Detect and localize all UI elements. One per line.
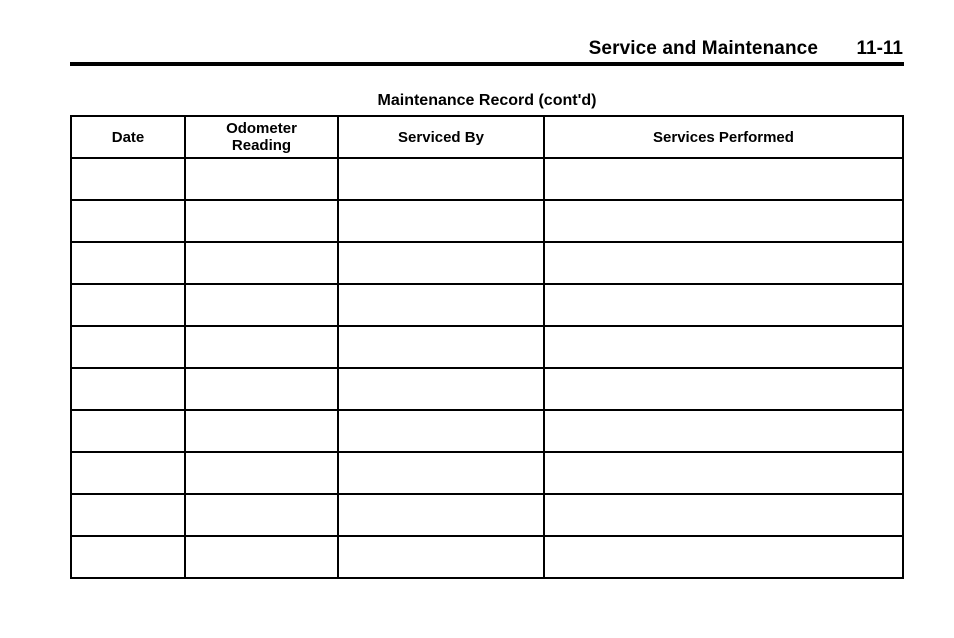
cell-serviced-by [338, 494, 544, 536]
cell-services-performed [544, 452, 903, 494]
cell-date [71, 494, 185, 536]
table-row [71, 368, 903, 410]
table-row [71, 536, 903, 578]
column-header-services-performed-label: Services Performed [653, 128, 794, 146]
cell-date [71, 200, 185, 242]
cell-services-performed [544, 242, 903, 284]
cell-serviced-by [338, 242, 544, 284]
table-row [71, 326, 903, 368]
table-caption: Maintenance Record (cont'd) [377, 92, 597, 109]
cell-serviced-by [338, 536, 544, 578]
cell-serviced-by [338, 410, 544, 452]
page-number: 11-11 [856, 38, 903, 59]
cell-odometer-reading [185, 200, 338, 242]
table-row [71, 494, 903, 536]
cell-serviced-by [338, 326, 544, 368]
cell-serviced-by [338, 158, 544, 200]
cell-services-performed [544, 284, 903, 326]
cell-odometer-reading [185, 536, 338, 578]
column-header-odometer-reading [185, 116, 338, 158]
cell-serviced-by [338, 284, 544, 326]
cell-services-performed [544, 326, 903, 368]
table-row [71, 200, 903, 242]
table-row [71, 284, 903, 326]
table-row [71, 410, 903, 452]
column-header-serviced-by-label: Serviced By [398, 128, 484, 146]
cell-services-performed [544, 494, 903, 536]
cell-odometer-reading [185, 284, 338, 326]
cell-odometer-reading [185, 410, 338, 452]
cell-odometer-reading [185, 452, 338, 494]
column-header-serviced-by [338, 116, 544, 158]
cell-services-performed [544, 410, 903, 452]
maintenance-record-table [70, 115, 904, 579]
table-row [71, 452, 903, 494]
column-header-services-performed [544, 116, 903, 158]
cell-date [71, 368, 185, 410]
cell-serviced-by [338, 200, 544, 242]
table-header-row [71, 116, 903, 158]
cell-services-performed [544, 536, 903, 578]
cell-services-performed [544, 158, 903, 200]
cell-date [71, 242, 185, 284]
cell-date [71, 158, 185, 200]
table-body [71, 158, 903, 578]
cell-odometer-reading [185, 326, 338, 368]
cell-date [71, 326, 185, 368]
cell-services-performed [544, 368, 903, 410]
header-rule [70, 62, 904, 66]
table-row [71, 158, 903, 200]
cell-services-performed [544, 200, 903, 242]
section-title: Service and Maintenance [588, 38, 818, 59]
cell-odometer-reading [185, 158, 338, 200]
cell-date [71, 536, 185, 578]
table-row [71, 242, 903, 284]
cell-odometer-reading [185, 368, 338, 410]
cell-odometer-reading [185, 242, 338, 284]
cell-date [71, 410, 185, 452]
column-header-odometer-label-line1: Odometer [226, 120, 297, 137]
cell-date [71, 284, 185, 326]
page-header [70, 38, 904, 62]
cell-date [71, 452, 185, 494]
column-header-odometer-label-line2: Reading [231, 137, 292, 154]
column-header-date [71, 116, 185, 158]
cell-odometer-reading [185, 494, 338, 536]
cell-serviced-by [338, 452, 544, 494]
cell-serviced-by [338, 368, 544, 410]
column-header-date-label: Date [111, 128, 145, 146]
